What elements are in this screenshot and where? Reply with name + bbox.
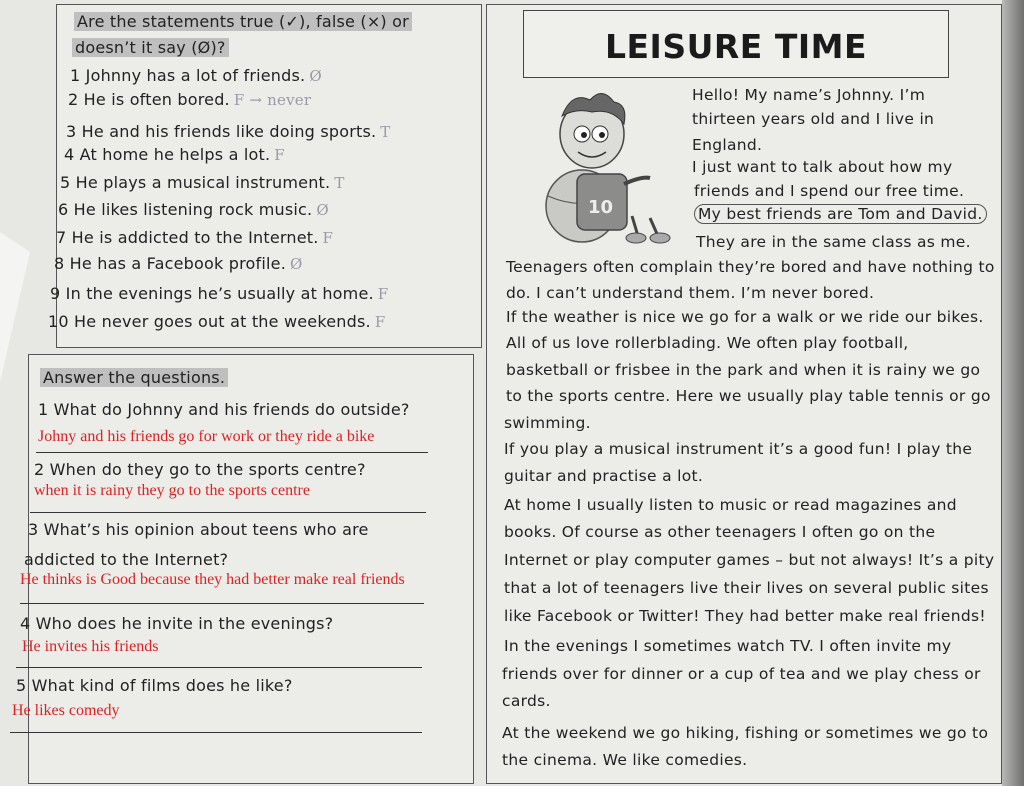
tf-instruction: Are the statements true (✓), false (×) or [74,12,412,31]
text-line: Internet or play computer games – but not always! It’s a pity [504,551,995,569]
answer-5: He likes comedy [12,702,120,719]
text-line: swimming. [504,414,591,432]
question-3: 3 What’s his opinion about teens who are [28,520,369,539]
text-line: They are in the same class as me. [696,233,971,251]
question-4: 4 Who does he invite in the evenings? [20,614,334,633]
answer-mark: Ø [289,255,303,273]
statement-2: 2 He is often bored. F → never [68,90,312,109]
answer-3: He thinks is Good because they had better make real friends [20,571,405,588]
statement-1: 1 Johnny has a lot of friends. Ø [70,66,322,85]
answer-2: when it is rainy they go to the sports centre [34,482,310,499]
text-line: do. I can’t understand them. I’m never bored. [506,284,875,302]
text-line: friends and I spend our free time. [694,182,965,200]
answer-mark: F [377,285,389,303]
answer-line-3 [20,603,424,604]
answer-4: He invites his friends [22,638,159,655]
text-line: At the weekend we go hiking, fishing or sometimes we go to [502,724,989,742]
statement-7: 7 He is addicted to the Internet. F [56,228,334,247]
text-line: All of us love rollerblading. We often play football, [506,334,909,352]
title-box [523,10,949,78]
answer-mark: T [380,123,391,141]
answer-mark: T [334,174,345,192]
answer-1: Johny and his friends go for work or they ride a bike [38,428,375,445]
statement-4: 4 At home he helps a lot. F [64,145,285,164]
text-line: At home I usually listen to music or read magazines and [504,496,957,514]
question-1: 1 What do Johnny and his friends do outside? [38,400,410,419]
text-line: thirteen years old and I live in [692,110,935,128]
text-line: My best friends are Tom and David. [694,205,987,223]
question-3-cont: addicted to the Internet? [24,550,229,569]
text-line: basketball or frisbee in the park and when it is rainy we go [506,361,981,379]
text-line: Hello! My name’s Johnny. I’m [692,86,926,104]
page-title: LEISURE TIME [604,27,868,66]
text-line: books. Of course as other teenagers I often go on the [504,523,936,541]
answer-mark: F → never [233,91,312,109]
jersey-number: 10 [588,197,614,218]
answer-mark: F [274,146,285,164]
question-2: 2 When do they go to the sports centre? [34,460,366,479]
text-line: like Facebook or Twitter! They had better make real friends! [504,607,986,625]
text-line: In the evenings I sometimes watch TV. I often invite my [504,637,952,655]
text-line: England. [692,136,763,154]
answer-mark: Ø [309,67,322,85]
text-line: If the weather is nice we go for a walk or we ride our bikes. [506,308,984,326]
text-line: friends over for dinner or a cup of tea and we play chess or [502,665,981,683]
text-line: to the sports centre. Here we usually play table tennis or go [506,387,991,405]
answer-mark: Ø [316,201,329,219]
statement-8: 8 He has a Facebook profile. Ø [54,254,303,273]
statement-9: 9 In the evenings he’s usually at home. F [50,284,389,303]
answer-line-4 [16,667,422,668]
statement-5: 5 He plays a musical instrument. T [60,173,345,192]
folded-paper-edge [0,232,30,382]
page-shadow [1002,0,1024,786]
answer-mark: F [374,313,386,331]
statement-10: 10 He never goes out at the weekends. F [48,312,386,331]
text-line: Teenagers often complain they’re bored and have nothing to [506,258,995,276]
tf-instruction: doesn’t it say (Ø)? [72,38,229,57]
text-line: cards. [502,692,551,710]
statement-6: 6 He likes listening rock music. Ø [58,200,329,219]
questions-instruction: Answer the questions. [40,368,228,387]
text-line: guitar and practise a lot. [504,467,704,485]
question-5: 5 What kind of films does he like? [16,676,293,695]
answer-line-5 [10,732,422,733]
text-line: If you play a musical instrument it’s a good fun! I play the [504,440,973,458]
text-line: I just want to talk about how my [692,158,953,176]
text-line: that a lot of teenagers live their lives on several public sites [504,579,989,597]
text-line: the cinema. We like comedies. [502,751,748,769]
answer-line-2 [30,512,426,513]
johnny-illustration [532,86,682,246]
answer-line-1 [36,452,428,453]
statement-3: 3 He and his friends like doing sports. T [66,122,391,141]
answer-mark: F [322,229,334,247]
